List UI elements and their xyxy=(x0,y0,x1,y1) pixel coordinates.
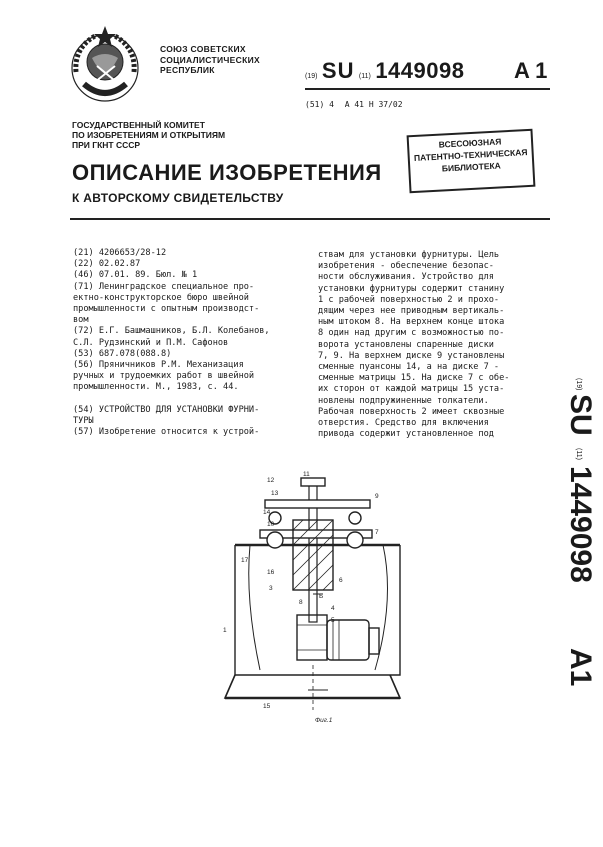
label-8: 8 xyxy=(299,599,303,606)
label-16: 16 xyxy=(267,569,275,576)
country-code: SU xyxy=(321,58,355,83)
technical-drawing xyxy=(205,470,425,730)
committee: ГОСУДАРСТВЕННЫЙ КОМИТЕТ ПО ИЗОБРЕТЕНИЯМ И ОТКРЫТИЯМ ПРИ ГКНТ СССР xyxy=(72,120,226,150)
label-13: 13 xyxy=(271,490,279,497)
label-6: 6 xyxy=(339,577,343,584)
label-15: 15 xyxy=(263,703,271,710)
code-11: (11) xyxy=(358,73,371,80)
label-12: 12 xyxy=(267,477,275,484)
abstract-column: ствам для установки фурнитуры. Цель изобретения - обеспечение безопас- ности обслуживания. Устройство для установки фурнитуры содержит станину 1 с рабочей поверхностью 2 и прохо- дящим через нее приводным вертикаль- ным штоком 8. На верхнем конце штока 8 один над другим с возможностью по- ворота установлены спаренные диски 7, 9. На верхнем диске 9 установлены сменные пуансоны 14, а на диске 7 - сменные матрицы 15. На диске 7 с обе- их сторон от каждой матрицы 15 уста- новлены подпружиненные толкатели. Рабочая поверхность 2 имеет сквозные отверстия. Средство для включения привода содержит установленное под xyxy=(318,250,510,440)
ipc-classification xyxy=(305,100,403,109)
country-organization: СОЮЗ СОВЕТСКИХ СОЦИАЛИСТИЧЕСКИХ РЕСПУБЛИК xyxy=(160,44,260,75)
label-10: 10 xyxy=(267,521,275,528)
side-code-19: (19) xyxy=(575,378,582,391)
kind-code: A 1 xyxy=(514,58,548,83)
label-1: 1 xyxy=(223,627,227,634)
patent-number: 1449098 xyxy=(375,58,465,83)
bibliographic-column: (21) 4206653/28-12 (22) 02.02.87 (46) 07.01. 89. Бюл. № 1 (71) Ленинградское специальное про- ектно-конструкторское бюро швейной промышленности с опытным производст- вом (72) Е.Г. Башмашников, Б.Л. Колебанов, С.Л. Рудзинский и П.М. Сафонов (53) 687.078(088.8) (56) Пряничников Р.М. Механизация ручных и трудоемких работ в швейной промышленности. М., 1983, с. 44. (54) УСТРОЙСТВО ДЛЯ УСТАНОВКИ ФУРНИ- ТУРЫ (57) Изобретение относится к устрой- xyxy=(73,248,270,438)
label-7: 7 xyxy=(375,529,379,536)
label-4: 4 xyxy=(331,605,335,612)
side-patent-number xyxy=(547,378,597,698)
header-rule xyxy=(70,218,550,220)
library-stamp: ВСЕСОЮЗНАЯ ПАТЕНТНО-ТЕХНИЧЕСКАЯ БИБЛИОТЕКА xyxy=(407,129,536,194)
patent-id-line xyxy=(305,58,464,84)
document-title: ОПИСАНИЕ ИЗОБРЕТЕНИЯ xyxy=(72,160,382,185)
figure-caption: Фиг.1 xyxy=(315,717,333,724)
label-3: 3 xyxy=(269,585,273,592)
ussr-emblem-icon xyxy=(62,22,148,108)
label-17: 17 xyxy=(241,557,249,564)
side-kind: A1 xyxy=(564,648,597,687)
code-51: (51) 4 xyxy=(305,100,334,109)
side-country: SU xyxy=(564,394,597,436)
side-code-11: (11) xyxy=(575,448,582,460)
divider xyxy=(305,88,550,90)
ipc-code: A 41 H 37/02 xyxy=(344,100,403,109)
label-5: 5 xyxy=(331,617,335,624)
label-b: Б xyxy=(319,593,324,600)
code-19: (19) xyxy=(305,73,318,80)
label-14: 14 xyxy=(263,509,271,516)
document-subtitle: К АВТОРСКОМУ СВИДЕТЕЛЬСТВУ xyxy=(72,191,284,205)
side-number: 1449098 xyxy=(564,466,597,583)
label-9: 9 xyxy=(375,493,379,500)
label-11: 11 xyxy=(303,471,310,478)
